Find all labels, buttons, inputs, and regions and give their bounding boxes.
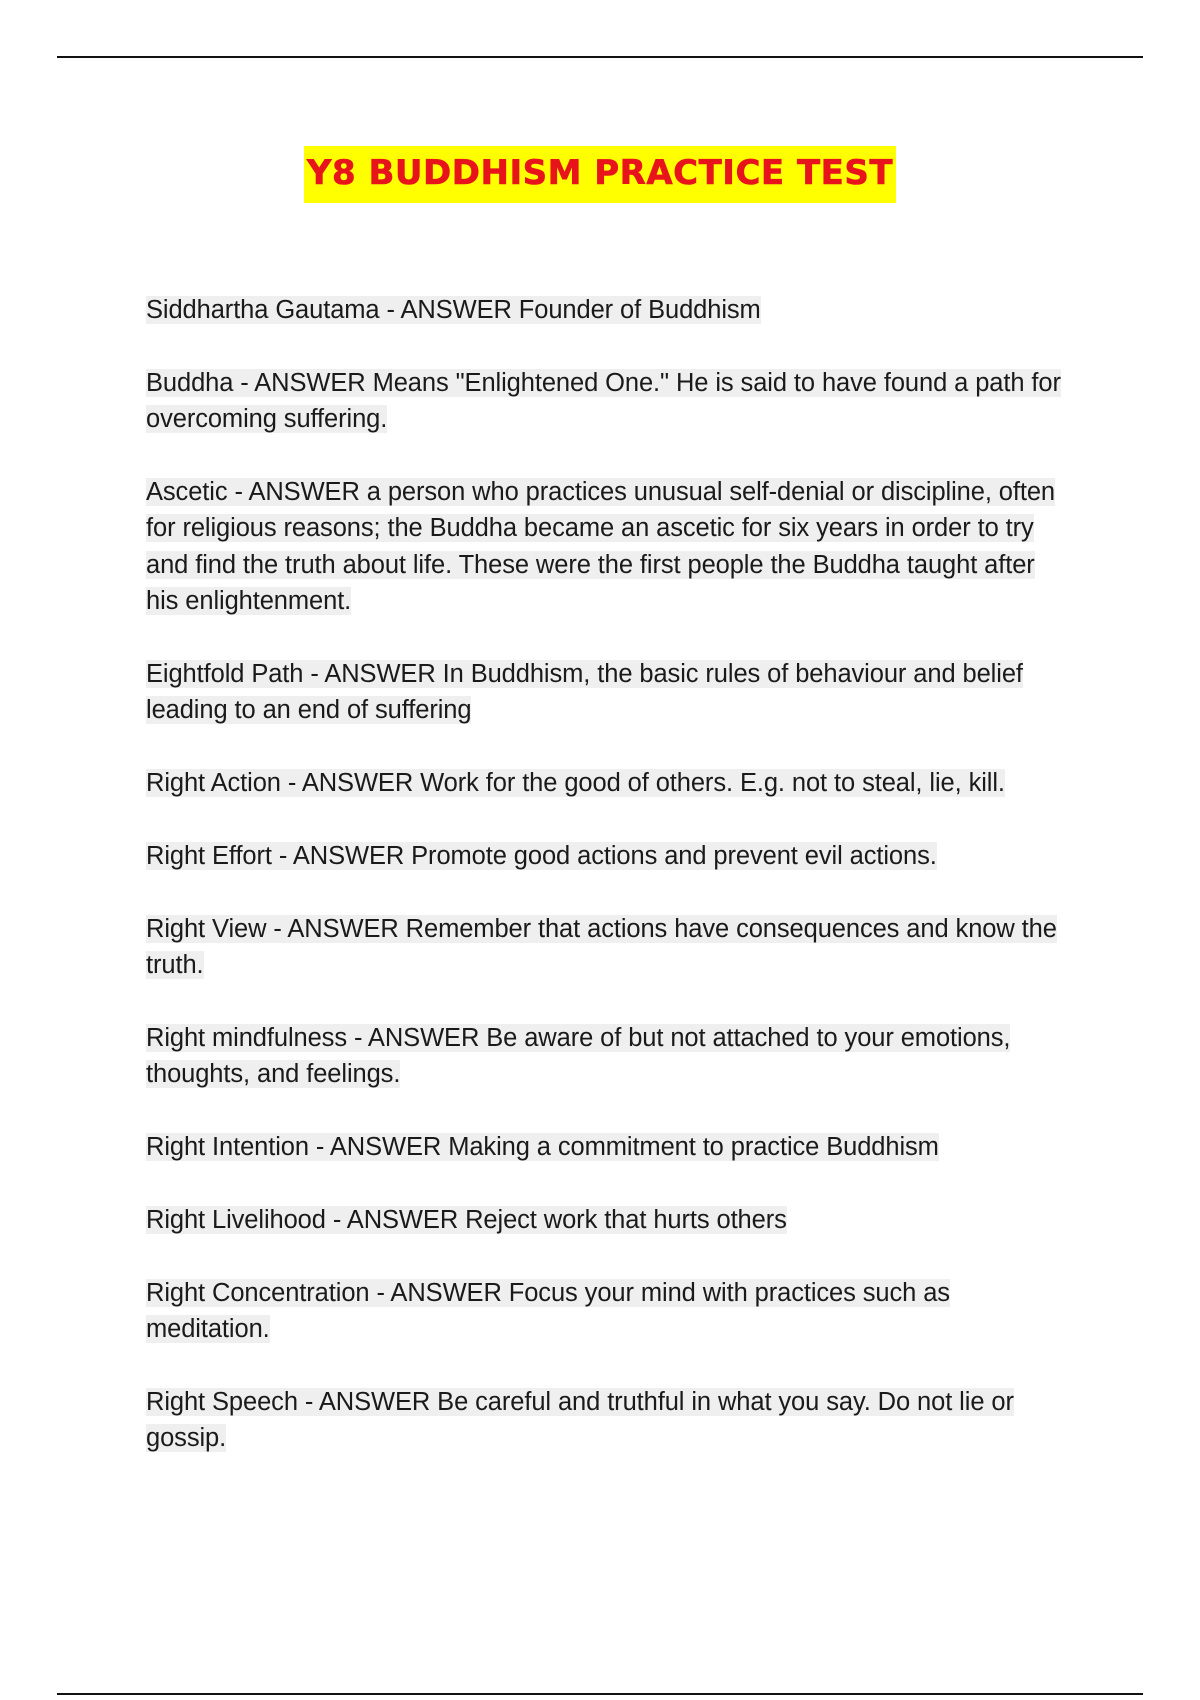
bottom-rule (57, 1693, 1143, 1695)
qa-item (146, 838, 1066, 874)
qa-list (146, 292, 1066, 1493)
qa-item (146, 365, 1066, 438)
qa-text: Right Concentration - ANSWER Focus your mind with practices such as meditation. (146, 1278, 950, 1344)
qa-item (146, 656, 1066, 729)
qa-text: Right View - ANSWER Remember that actions have consequences and know the truth. (146, 914, 1057, 980)
qa-item (146, 1202, 1066, 1238)
qa-item (146, 911, 1066, 984)
qa-item (146, 1384, 1066, 1457)
qa-text: Right Action - ANSWER Work for the good of others. E.g. not to steal, lie, kill. (146, 769, 1005, 798)
qa-text: Right Livelihood - ANSWER Reject work that hurts others (146, 1206, 787, 1235)
qa-text: Siddhartha Gautama - ANSWER Founder of Buddhism (146, 296, 761, 324)
qa-item (146, 765, 1066, 801)
qa-item (146, 1129, 1066, 1165)
document-title: Y8 BUDDHISM PRACTICE TEST (304, 146, 896, 203)
title-container (0, 146, 1200, 203)
qa-item (146, 474, 1066, 620)
qa-text: Right Effort - ANSWER Promote good actions and prevent evil actions. (146, 842, 937, 871)
qa-item (146, 1275, 1066, 1348)
qa-text: Buddha - ANSWER Means "Enlightened One." He is said to have found a path for overcoming suffering. (146, 368, 1061, 434)
qa-text: Right Speech - ANSWER Be careful and truthful in what you say. Do not lie or gossip. (146, 1388, 1014, 1453)
qa-item (146, 292, 1066, 328)
qa-text: Eightfold Path - ANSWER In Buddhism, the basic rules of behaviour and belief leading to an end of suffering (146, 660, 1023, 725)
qa-text: Ascetic - ANSWER a person who practices unusual self-denial or discipline, often for religious reasons; the Buddha became an ascetic for six years in order to try and find the truth about life. These were the first people the Buddha taught after his enlightenment. (146, 478, 1056, 616)
top-rule (57, 56, 1143, 58)
qa-text: Right Intention - ANSWER Making a commitment to practice Buddhism (146, 1133, 939, 1162)
qa-item (146, 1020, 1066, 1093)
qa-text: Right mindfulness - ANSWER Be aware of but not attached to your emotions, thoughts, and feelings. (146, 1024, 1011, 1089)
